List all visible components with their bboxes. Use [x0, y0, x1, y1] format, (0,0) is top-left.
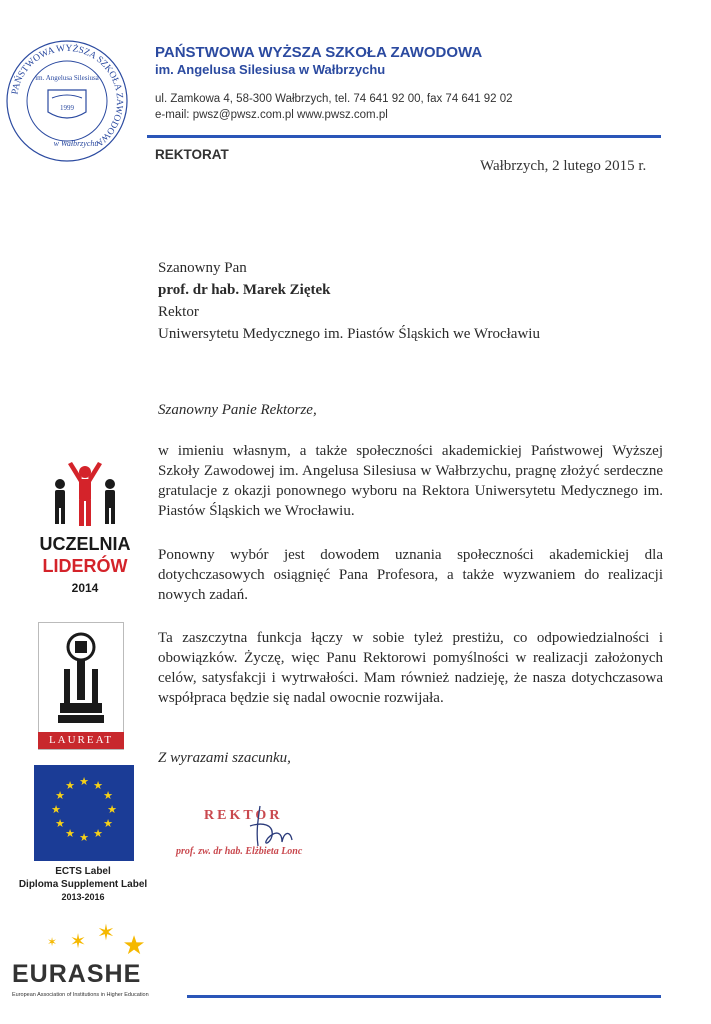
eurashe-logo	[12, 922, 177, 1002]
svg-text:★: ★	[55, 789, 65, 802]
award-title: UCZELNIA	[39, 534, 131, 554]
svg-text:★: ★	[65, 827, 75, 840]
svg-text:✶: ✶	[46, 935, 58, 949]
institution-subname: im. Angelusa Silesiusa w Wałbrzychu	[155, 62, 386, 77]
eu-stars-icon	[34, 765, 134, 861]
institution-name: PAŃSTWOWA WYŻSZA SZKOŁA ZAWODOWA	[155, 44, 483, 61]
ects-diploma-label: Diploma Supplement Label	[18, 879, 148, 890]
award-uczelnia-liderow	[30, 458, 140, 603]
signature-stamp	[172, 802, 352, 866]
svg-text:★: ★	[107, 803, 117, 816]
svg-text:★: ★	[93, 779, 103, 792]
svg-text:★: ★	[79, 831, 89, 844]
letter-greeting: Szanowny Panie Rektorze,	[158, 402, 317, 418]
stamp-name: prof. zw. dr hab. Elżbieta Lonc	[176, 846, 303, 857]
seal-graphic	[4, 38, 130, 164]
svg-text:★: ★	[79, 775, 89, 788]
seal-year: 1999	[60, 104, 74, 112]
seal-ring-text: PAŃSTWOWA WYŻSZA SZKOŁA ZAWODOWA	[10, 43, 125, 148]
svg-text:★: ★	[65, 779, 75, 792]
ects-label: ECTS Label	[55, 866, 111, 877]
eu-flag	[34, 765, 134, 861]
recipient-title: Rektor	[158, 304, 199, 320]
address-line: ul. Zamkowa 4, 58-300 Wałbrzych, tel. 74 641 92 00, fax 74 641 92 02	[155, 93, 513, 105]
seal-inner-text: im. Angelusa Silesiusa	[35, 74, 99, 82]
laureat-trophy-icon	[56, 629, 106, 727]
svg-text:★: ★	[93, 827, 103, 840]
footer-rule	[187, 995, 661, 998]
award-year: 2014	[71, 581, 99, 595]
leaders-figures-icon	[30, 458, 140, 528]
svg-text:★: ★	[122, 931, 146, 960]
university-seal	[4, 38, 130, 164]
recipient-name: prof. dr hab. Marek Ziętek	[158, 282, 331, 298]
letter-paragraph-2: Ponowny wybór jest dowodem uznania społeczności akademickiej dla dotychczasowych osiągnięć Pana Profesora, a także wyzwaniem do realizacji nowych zadań.	[158, 547, 663, 603]
contact-line: e-mail: pwsz@pwsz.com.pl www.pwsz.com.pl	[155, 109, 388, 121]
letter-paragraph-1: w imieniu własnym, a także społeczności akademickiej Państwowej Wyższej Szkoły Zawodowej im. Angelusa Silesiusa w Wałbrzychu, pragnę złożyć serdeczne gratulacje z okazji ponownego wyboru na Rektora Uniwersytetu Medycznego im. Piastów Śląskich we Wrocławiu.	[158, 443, 663, 519]
letter-date: Wałbrzych, 2 lutego 2015 r.	[480, 158, 647, 174]
eurashe-full-name: European Association of Institutions in Higher Education	[12, 992, 149, 998]
award-laureat	[38, 622, 124, 750]
seal-city: w Wałbrzychu	[53, 139, 99, 148]
award-subtitle: LIDERÓW	[42, 556, 128, 576]
stamp-title: REKTOR	[204, 808, 283, 823]
recipient-institution: Uniwersytetu Medycznego im. Piastów Śląskich we Wrocławiu	[158, 326, 540, 342]
recipient-salutation: Szanowny Pan	[158, 260, 247, 276]
department-label: REKTORAT	[155, 147, 229, 162]
letter-paragraph-3: Ta zaszczytna funkcja łączy w sobie tyleż prestiżu, co odpowiedzialności i obowiązków. Życzę, więc Panu Rektorowi pomyślności w realizacji założonych celów, satysfakcji i wytrwałości. Mam również nadzieję, że nasza dotychczasowa współpraca będzie się nadal owocnie rozwijała.	[158, 630, 663, 706]
laureat-label: LAUREAT	[38, 732, 124, 749]
header-rule	[147, 135, 661, 138]
ects-years: 2013-2016	[61, 892, 105, 902]
handwritten-signature	[232, 802, 312, 852]
letter-closing: Z wyrazami szacunku,	[158, 750, 291, 766]
svg-text:★: ★	[51, 803, 61, 816]
eurashe-name: EURASHE	[12, 960, 142, 988]
svg-text:★: ★	[55, 817, 65, 830]
svg-text:✶: ✶	[96, 922, 116, 946]
eurashe-stars-icon	[42, 922, 152, 960]
svg-text:✶: ✶	[69, 929, 87, 953]
svg-text:★: ★	[103, 789, 113, 802]
svg-text:★: ★	[103, 817, 113, 830]
